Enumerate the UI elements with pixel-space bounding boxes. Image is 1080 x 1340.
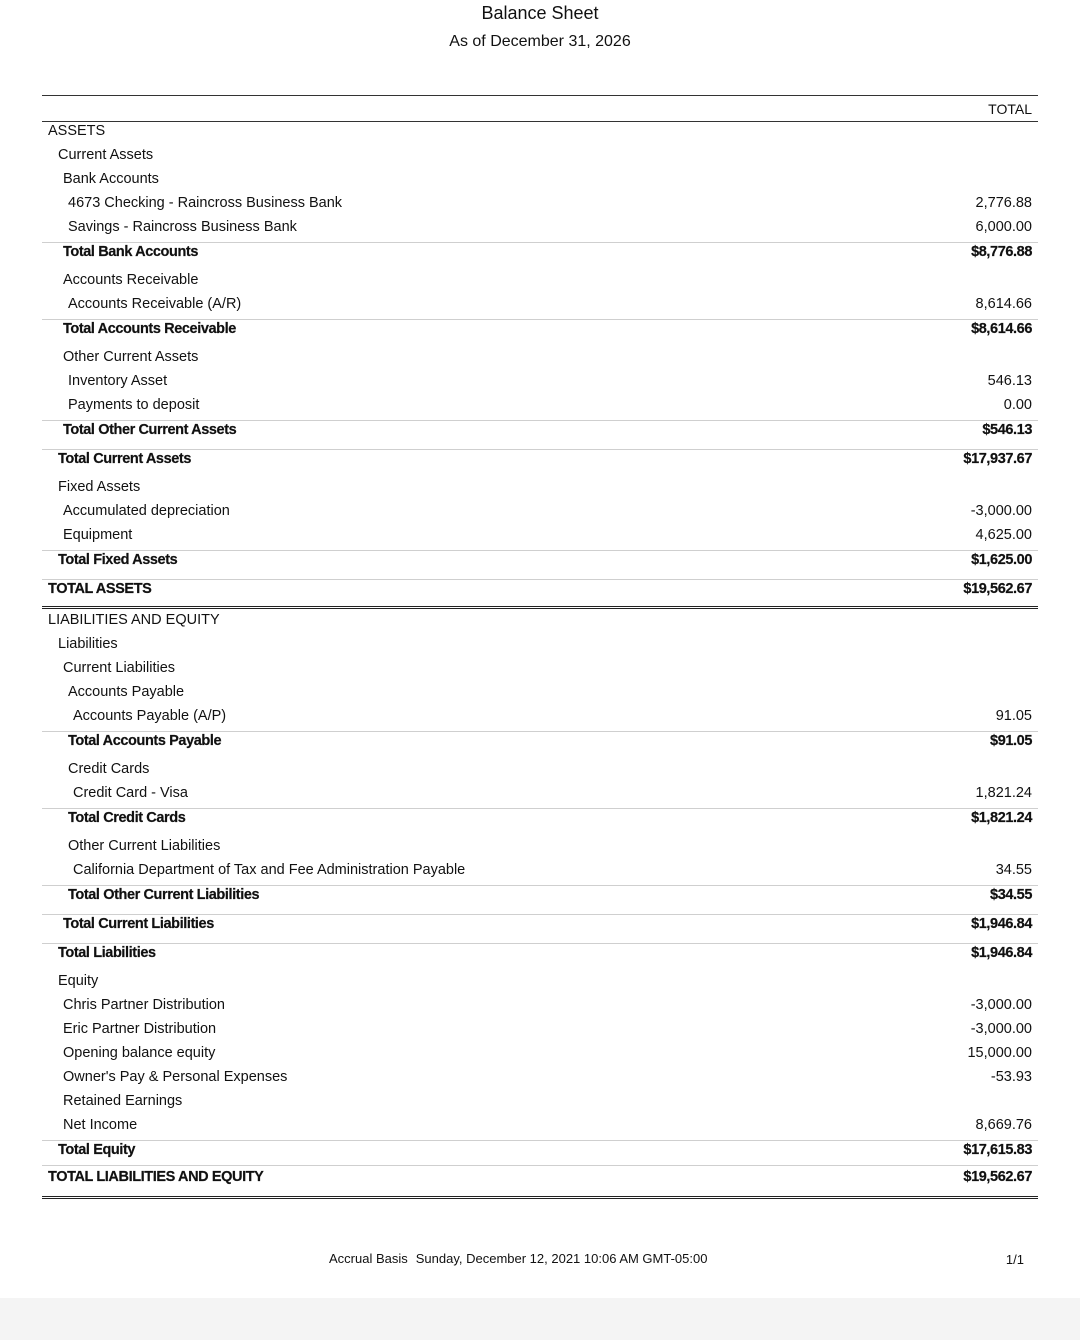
row-total-accounts-receivable: Total Accounts Receivable $8,614.66 [42, 319, 1038, 348]
row-owners-pay: Owner's Pay & Personal Expenses -53.93 [63, 1069, 1032, 1085]
column-header-row [42, 96, 1038, 122]
row-total-liabilities-and-equity: TOTAL LIABILITIES AND EQUITY $19,562.67 [42, 1165, 1038, 1199]
row-accumulated-depreciation: Accumulated depreciation -3,000.00 [63, 503, 1032, 519]
row-credit-cards-heading: Credit Cards [68, 761, 150, 777]
row-total-current-liabilities: Total Current Liabilities $1,946.84 [42, 914, 1038, 943]
row-credit-card-visa: Credit Card - Visa 1,821.24 [73, 785, 1032, 801]
row-chris-partner-distribution: Chris Partner Distribution -3,000.00 [63, 997, 1032, 1013]
row-opening-balance-equity: Opening balance equity 15,000.00 [63, 1045, 1032, 1061]
row-savings-account: Savings - Raincross Business Bank 6,000.00 [68, 219, 1032, 235]
row-liabilities-equity-heading: LIABILITIES AND EQUITY [48, 612, 220, 628]
footer-basis: Accrual Basis [329, 1251, 408, 1266]
row-equipment: Equipment 4,625.00 [63, 527, 1032, 543]
row-cdtfa-payable: California Department of Tax and Fee Administration Payable 34.55 [73, 862, 1032, 878]
row-current-assets-heading: Current Assets [58, 147, 154, 163]
row-accounts-receivable-heading: Accounts Receivable [63, 272, 199, 288]
footer-timestamp: Sunday, December 12, 2021 10:06 AM GMT-05:00 [415, 1251, 708, 1266]
row-other-current-assets-heading: Other Current Assets [63, 349, 199, 365]
row-current-liabilities-heading: Current Liabilities [63, 660, 176, 676]
page-number: 1/1 [1005, 1252, 1024, 1267]
row-other-current-liabilities-heading: Other Current Liabilities [68, 838, 221, 854]
row-payments-to-deposit: Payments to deposit 0.00 [68, 397, 1032, 413]
row-fixed-assets-heading: Fixed Assets [58, 479, 141, 495]
row-total-current-assets: Total Current Assets $17,937.67 [42, 449, 1038, 478]
report-title: Balance Sheet [481, 3, 599, 23]
row-total-other-current-assets: Total Other Current Assets $546.13 [42, 420, 1038, 449]
row-retained-earnings: Retained Earnings [63, 1093, 183, 1109]
row-total-bank-accounts: Total Bank Accounts $8,776.88 [42, 242, 1038, 271]
row-total-other-current-liabilities: Total Other Current Liabilities $34.55 [42, 885, 1038, 914]
row-total-credit-cards: Total Credit Cards $1,821.24 [42, 808, 1038, 837]
row-total-accounts-payable: Total Accounts Payable $91.05 [42, 731, 1038, 760]
balance-sheet-table [42, 95, 1038, 1199]
report-subtitle: As of December 31, 2026 [449, 33, 631, 50]
row-total-fixed-assets: Total Fixed Assets $1,625.00 [42, 550, 1038, 579]
column-header-total: TOTAL [988, 101, 1032, 117]
report-footer [329, 1251, 707, 1266]
row-accounts-payable: Accounts Payable (A/P) 91.05 [73, 708, 1032, 724]
row-eric-partner-distribution: Eric Partner Distribution -3,000.00 [63, 1021, 1032, 1037]
row-total-liabilities: Total Liabilities $1,946.84 [42, 943, 1038, 972]
row-liabilities-heading: Liabilities [58, 636, 118, 652]
row-assets-heading: ASSETS [48, 123, 106, 139]
row-accounts-receivable: Accounts Receivable (A/R) 8,614.66 [68, 296, 1032, 312]
row-total-assets: TOTAL ASSETS $19,562.67 [42, 579, 1038, 609]
row-bank-accounts-heading: Bank Accounts [63, 171, 159, 187]
row-total-equity: Total Equity $17,615.83 [42, 1140, 1038, 1165]
row-equity-heading: Equity [58, 973, 99, 989]
row-net-income: Net Income 8,669.76 [63, 1117, 1032, 1133]
row-checking-account: 4673 Checking - Raincross Business Bank 2,776.88 [68, 195, 1032, 211]
row-accounts-payable-heading: Accounts Payable [68, 684, 185, 700]
row-inventory-asset: Inventory Asset 546.13 [68, 373, 1032, 389]
